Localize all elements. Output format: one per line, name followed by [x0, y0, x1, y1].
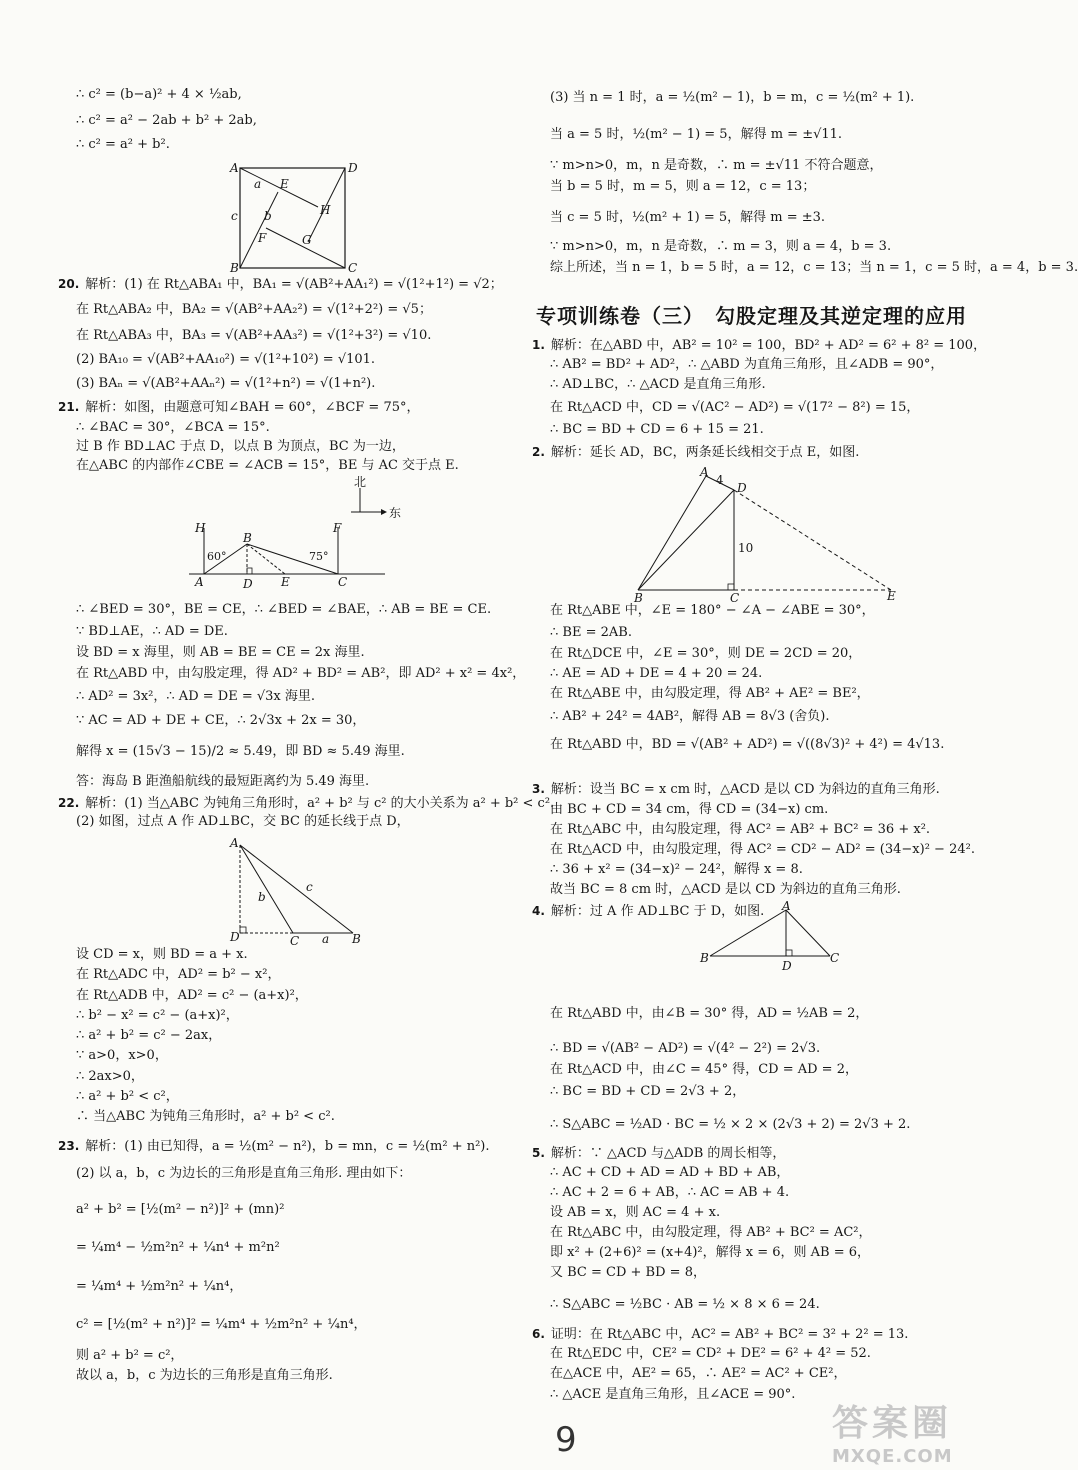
right-line: ∴ AB² = BD² + AD²，∴ △ABD 为直角三角形，且∠ADB = 90°，: [550, 357, 944, 372]
sq-D: D: [348, 161, 358, 175]
question-number: 6.: [532, 1327, 545, 1341]
left-line: ∴ 当△ABC 为钝角三角形时，a² + b² < c².: [76, 1109, 335, 1124]
ob-b: b: [258, 890, 266, 904]
left-line: (2) BA₁₀ = √(AB²+AA₁₀²) = √(1²+10²) = √101.: [76, 352, 376, 367]
ob-B: B: [352, 932, 361, 946]
right-line: 在△ACE 中，AE² = 65，∴ AE² = AC² + CE²，: [550, 1366, 847, 1381]
left-line: 在△ABC 的内部作∠CBE = ∠ACB = 15°，BE 与 AC 交于点 E.: [76, 458, 459, 473]
nav-angle-75: 75°: [309, 550, 329, 563]
right-line: 在 Rt△ABC 中，由勾股定理，得 AC² = AB² + BC² = 36 + x².: [550, 822, 931, 837]
right-line: 在 Rt△ABE 中，∠E = 180° − ∠A − ∠ABE = 30°，: [550, 603, 875, 618]
left-line: 答：海岛 B 距渔船航线的最短距离约为 5.49 海里.: [76, 774, 370, 789]
q2-A: A: [700, 465, 709, 479]
q2-E: E: [887, 589, 896, 603]
left-line: 解得 x = (15√3 − 15)/2 ≈ 5.49，即 BD ≈ 5.49 海里.: [76, 744, 405, 759]
right-line: ∴ AD⊥BC，∴ △ACD 是直角三角形.: [550, 377, 766, 392]
sq-C: C: [348, 261, 358, 275]
left-line: 则 a² + b² = c²，: [76, 1348, 184, 1363]
right-line: 当 a = 5 时，½(m² − 1) = 5，解得 m = ±√11.: [550, 127, 843, 142]
figure-q2: [636, 466, 911, 606]
question-number: 23.: [58, 1139, 80, 1153]
right-line: [532, 336, 986, 355]
right-line: ∴ BC = BD + CD = 6 + 15 = 21.: [550, 422, 764, 437]
left-line: 设 CD = x，则 BD = a + x.: [76, 947, 248, 962]
left-line: ∴ ∠BAC = 30°，∠BCA = 15°.: [76, 420, 270, 435]
sq-F: F: [258, 231, 267, 245]
left-line: = ¼m⁴ − ½m²n² + ¼n⁴ + m²n²: [76, 1240, 280, 1255]
right-line: 在 Rt△ABD 中，BD = √(AB² + AD²) = √((8√3)² + 4²) = 4√13.: [550, 737, 945, 752]
right-line: ∴ △ACE 是直角三角形，且∠ACE = 90°.: [550, 1387, 796, 1402]
right-line: [532, 443, 859, 462]
question-number: 1.: [532, 338, 545, 352]
right-line: 即 x² + (2+6)² = (x+4)²，解得 x = 6，则 AB = 6，: [550, 1245, 871, 1260]
nav-E: E: [281, 575, 290, 589]
right-line: ∴ AC + CD + AD = AD + BD + AB，: [550, 1165, 790, 1180]
ob-a: a: [322, 932, 330, 946]
left-line: ∴ a² + b² < c²，: [76, 1089, 179, 1104]
right-line: 在 Rt△ACD 中，CD = √(AC² − AD²) = √(17² − 8²) = 15，: [550, 400, 920, 415]
right-line: 在 Rt△ACD 中，由∠C = 45° 得，CD = AD = 2，: [550, 1062, 858, 1077]
left-line: [58, 398, 420, 417]
sq-c: c: [231, 209, 238, 223]
right-line: ∵ m>n>0，m，n 是奇数，∴ m = 3，则 a = 4，b = 3.: [550, 239, 892, 254]
page-number: 9: [555, 1420, 577, 1460]
watermark-site: MXQE.COM: [832, 1446, 953, 1467]
q2-B: B: [634, 591, 643, 605]
left-line: [58, 1137, 490, 1156]
question-text: 解析：(1) 在 Rt△ABA₁ 中，BA₁ = √(AB²+AA₁²) = √(1²+1²) = √2；: [85, 277, 503, 292]
left-line: ∵ AC = AD + DE + CE，∴ 2√3x + 2x = 30，: [76, 713, 366, 728]
question-text: 解析：(1) 当△ABC 为钝角三角形时，a² + b² 与 c² 的大小关系为 a² + b² < c².: [85, 796, 555, 811]
left-line: c² = [½(m² + n²)]² = ¼m⁴ + ½m²n² + ¼n⁴，: [76, 1317, 367, 1332]
ob-D: D: [230, 930, 240, 944]
question-text: 解析：∵ △ACD 与△ADB 的周长相等，: [550, 1146, 786, 1161]
right-line: 在 Rt△EDC 中，CE² = CD² + DE² = 6² + 4² = 52.: [550, 1346, 871, 1361]
watermark-text: 答案圈: [832, 1403, 953, 1444]
sq-E: E: [280, 177, 289, 191]
left-line: (2) 以 a，b，c 为边长的三角形是直角三角形. 理由如下：: [76, 1166, 412, 1181]
left-line: (3) BAₙ = √(AB²+AAₙ²) = √(1²+n²) = √(1+n²).: [76, 376, 376, 391]
watermark-logo: [832, 1395, 953, 1467]
question-text: 证明：在 Rt△ABC 中，AC² = AB² + BC² = 3² + 2² = 13.: [550, 1327, 909, 1342]
right-line: [532, 1144, 785, 1163]
right-line: ∴ BC = BD + CD = 2√3 + 2，: [550, 1084, 746, 1099]
right-line: 当 b = 5 时，m = 5，则 a = 12，c = 13；: [550, 179, 816, 194]
question-number: 22.: [58, 796, 80, 810]
right-line: 在 Rt△ABC 中，由勾股定理，得 AB² + BC² = AC²，: [550, 1225, 872, 1240]
right-line: 在 Rt△ABD 中，由∠B = 30° 得，AD = ½AB = 2，: [550, 1006, 869, 1021]
right-line: 设 AB = x，则 AC = 4 + x.: [550, 1205, 721, 1220]
nav-B: B: [243, 531, 252, 545]
right-line: ∴ 36 + x² = (34−x)² − 24²，解得 x = 8.: [550, 862, 803, 877]
nav-F: F: [333, 521, 342, 535]
left-line: ∴ 2ax>0，: [76, 1069, 144, 1084]
right-line: 由 BC + CD = 34 cm，得 CD = (34−x) cm.: [550, 802, 829, 817]
left-line: 在 Rt△ABA₂ 中，BA₂ = √(AB²+AA₂²) = √(1²+2²) = √5；: [76, 302, 432, 317]
left-line: ∵ a>0，x>0，: [76, 1048, 168, 1063]
figure-q4: [700, 898, 845, 973]
nav-angle-60: 60°: [207, 550, 227, 563]
question-number: 20.: [58, 277, 80, 291]
question-number: 2.: [532, 445, 545, 459]
section-title: 专项训练卷（三） 勾股定理及其逆定理的应用: [536, 304, 967, 328]
question-text: 解析：(1) 由已知得，a = ½(m² − n²)，b = mn，c = ½(m² + n²).: [85, 1139, 490, 1154]
left-line: [58, 794, 554, 813]
left-line: ∵ BD⊥AE，∴ AD = DE.: [76, 624, 228, 639]
sq-G: G: [302, 233, 312, 247]
left-line: ∴ AD² = 3x²，∴ AD = DE = √3x 海里.: [76, 689, 315, 704]
q2-side-4: 4: [716, 473, 724, 487]
q2-side-10: 10: [738, 541, 754, 555]
left-line: 过 B 作 BD⊥AC 于点 D，以点 B 为顶点，BC 为一边，: [76, 439, 405, 454]
sq-a: a: [254, 177, 262, 191]
right-line: ∴ BD = √(AB² − AD²) = √(4² − 2²) = 2√3.: [550, 1041, 821, 1056]
right-line: ∴ AE = AD + DE = 4 + 20 = 24.: [550, 666, 763, 681]
q2-D: D: [737, 481, 747, 495]
q4-A: A: [782, 899, 791, 913]
sq-A: A: [230, 161, 239, 175]
left-line: 在 Rt△ABD 中，由勾股定理，得 AD² + BD² = AB²，即 AD² + x² = 4x²，: [76, 666, 526, 681]
right-line: 又 BC = CD + BD = 8，: [550, 1265, 706, 1280]
right-line: [532, 1325, 908, 1344]
right-line: ∴ S△ABC = ½BC · AB = ½ × 8 × 6 = 24.: [550, 1297, 820, 1312]
left-line: 在 Rt△ADC 中，AD² = b² − x²，: [76, 967, 281, 982]
left-line: ∴ ∠BED = 30°，BE = CE，∴ ∠BED = ∠BAE，∴ AB = BE = CE.: [76, 602, 492, 617]
right-line: 综上所述，当 n = 1，b = 5 时，a = 12，c = 13；当 n = 1，c = 5 时，a = 4，b = 3.: [550, 260, 1078, 275]
sq-H: H: [320, 203, 331, 217]
right-line: ∴ AB² + 24² = 4AB²，解得 AB = 8√3 (舍负).: [550, 709, 830, 724]
question-number: 3.: [532, 782, 545, 796]
question-text: 解析：延长 AD，BC，两条延长线相交于点 E，如图.: [550, 445, 860, 460]
left-line: 故以 a，b，c 为边长的三角形是直角三角形.: [76, 1368, 333, 1383]
sq-B: B: [230, 261, 239, 275]
question-text: 解析：过 A 作 AD⊥BC 于 D，如图.: [550, 904, 765, 919]
right-line: ∴ S△ABC = ½AD · BC = ½ × 2 × (2√3 + 2) = 2√3 + 2.: [550, 1117, 911, 1132]
left-line: ∴ b² − x² = c² − (a+x)²，: [76, 1008, 239, 1023]
right-line: ∴ AC + 2 = 6 + AB，∴ AC = AB + 4.: [550, 1185, 790, 1200]
right-line: [532, 780, 940, 799]
left-line: [58, 275, 503, 294]
question-text: 解析：如图，由题意可知∠BAH = 60°，∠BCF = 75°，: [85, 400, 420, 415]
right-line: (3) 当 n = 1 时，a = ½(m² − 1)，b = m，c = ½(m² + 1).: [550, 90, 915, 105]
left-line: 在 Rt△ADB 中，AD² = c² − (a+x)²，: [76, 988, 308, 1003]
figure-obtuse-triangle: [228, 835, 368, 948]
right-line: 当 c = 5 时，½(m² + 1) = 5，解得 m = ±3.: [550, 210, 826, 225]
right-line: 在 Rt△DCE 中，∠E = 30°，则 DE = 2CD = 20，: [550, 646, 862, 661]
left-line: a² + b² = [½(m² − n²)]² + (mn)²: [76, 1202, 285, 1217]
sq-b: b: [264, 209, 272, 223]
right-line: 故当 BC = 8 cm 时，△ACD 是以 CD 为斜边的直角三角形.: [550, 882, 901, 897]
q4-C: C: [830, 951, 840, 965]
ob-C: C: [290, 934, 300, 948]
left-line: = ¼m⁴ + ½m²n² + ¼n⁴，: [76, 1279, 243, 1294]
question-number: 4.: [532, 904, 545, 918]
figure-navigation: [185, 476, 400, 591]
ob-c: c: [306, 880, 313, 894]
left-line: ∴ a² + b² = c² − 2ax，: [76, 1028, 222, 1043]
right-line: 在 Rt△ACD 中，由勾股定理，得 AC² = CD² − AD² = (34−x)² − 24².: [550, 842, 975, 857]
left-line: ∴ c² = (b−a)² + 4 × ½ab,: [76, 87, 242, 102]
nav-A: A: [195, 575, 204, 589]
ob-A: A: [230, 836, 239, 850]
left-line: ∴ c² = a² + b².: [76, 137, 170, 152]
question-text: 解析：设当 BC = x cm 时，△ACD 是以 CD 为斜边的直角三角形.: [550, 782, 940, 797]
q4-B: B: [700, 951, 709, 965]
right-line: 在 Rt△ABE 中，由勾股定理，得 AB² + AE² = BE²，: [550, 686, 870, 701]
nav-north: 北: [354, 475, 367, 489]
nav-D: D: [243, 577, 253, 591]
q4-D: D: [782, 959, 792, 973]
question-text: 解析：在△ABD 中，AB² = 10² = 100，BD² + AD² = 6² + 8² = 100，: [550, 338, 987, 353]
question-number: 21.: [58, 400, 80, 414]
nav-C: C: [338, 575, 348, 589]
nav-H: H: [195, 521, 206, 535]
left-line: 设 BD = x 海里，则 AB = BE = CE = 2x 海里.: [76, 645, 365, 660]
left-line: 在 Rt△ABA₃ 中，BA₃ = √(AB²+AA₃²) = √(1²+3²) = √10.: [76, 328, 432, 343]
left-line: ∴ c² = a² − 2ab + b² + 2ab,: [76, 113, 257, 128]
figure-square-proof: [228, 160, 358, 275]
question-number: 5.: [532, 1146, 545, 1160]
left-line: (2) 如图，过点 A 作 AD⊥BC，交 BC 的延长线于点 D，: [76, 814, 410, 829]
right-line: ∴ BE = 2AB.: [550, 625, 632, 640]
right-line: ∵ m>n>0，m，n 是奇数，∴ m = ±√11 不符合题意，: [550, 158, 883, 173]
nav-east: 东: [389, 506, 402, 520]
q2-C: C: [730, 591, 740, 605]
